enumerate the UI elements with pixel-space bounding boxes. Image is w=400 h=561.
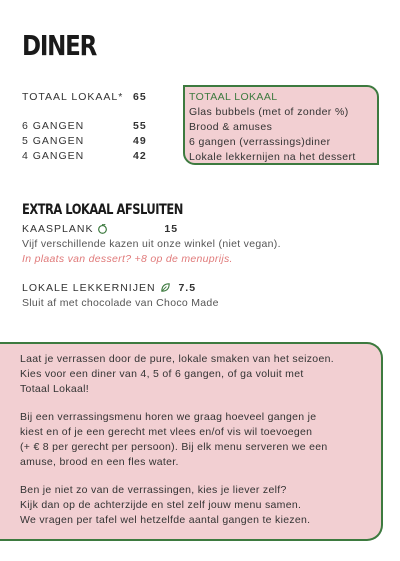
info-line: Totaal Lokaal! xyxy=(20,383,89,395)
price-row-6-gangen xyxy=(22,120,152,132)
info-line: (+ € 8 per gerecht per persoon). Bij elk menu serveren we een xyxy=(20,441,328,453)
apple-icon xyxy=(97,223,108,237)
info-line: Ben je niet zo van de verrassingen, kies je liever zelf? xyxy=(20,484,287,496)
price-value: 49 xyxy=(133,135,147,147)
totaal-lokaal-line: Glas bubbels (met of zonder %) xyxy=(189,106,349,118)
info-line: amuse, brood en een fles water. xyxy=(20,456,179,468)
lekkernijen-description: Sluit af met chocolade van Choco Made xyxy=(22,297,219,309)
info-line: kiest en of je een gerecht met vlees en/of vis wil toevoegen xyxy=(20,426,313,438)
leaf-icon xyxy=(160,282,171,296)
item-price: 15 xyxy=(164,223,179,235)
info-paragraph xyxy=(20,483,373,528)
info-paragraph xyxy=(20,410,373,470)
price-row-5-gangen xyxy=(22,135,152,147)
totaal-lokaal-box-title: TOTAAL LOKAAL xyxy=(189,91,278,103)
info-line: Kijk dan op de achterzijde en stel zelf jouw menu samen. xyxy=(20,499,302,511)
info-paragraph xyxy=(20,352,373,397)
info-line: We vragen per tafel wel hetzelfde aantal gangen te kiezen. xyxy=(20,514,311,526)
info-line: Kies voor een diner van 4, 5 of 6 gangen, of ga voluit met xyxy=(20,368,304,380)
lokale-lekkernijen-item xyxy=(22,282,196,296)
kaasplank-alternative: In plaats van dessert? +8 op de menuprijs. xyxy=(22,253,233,265)
kaasplank-description: Vijf verschillende kazen uit onze winkel (niet vegan). xyxy=(22,238,281,250)
extra-lokaal-heading: EXTRA LOKAAL AFSLUITEN xyxy=(22,202,183,218)
totaal-lokaal-box xyxy=(183,85,379,165)
page-title: DINER xyxy=(22,29,97,62)
totaal-lokaal-line: 6 gangen (verrassings)diner xyxy=(189,136,331,148)
price-row-4-gangen xyxy=(22,150,152,162)
totaal-lokaal-line: Brood & amuses xyxy=(189,121,273,133)
item-name-label: KAASPLANK xyxy=(22,223,94,235)
totaal-lokaal-line: Lokale lekkernijen na het dessert xyxy=(189,151,356,163)
price-value: 65 xyxy=(133,91,147,103)
kaasplank-item xyxy=(22,223,178,237)
info-line: Laat je verrassen door de pure, lokale smaken van het seizoen. xyxy=(20,353,334,365)
price-label: 6 GANGEN xyxy=(22,120,85,132)
price-row-totaal-lokaal xyxy=(22,91,152,103)
price-value: 42 xyxy=(133,150,147,162)
price-value: 55 xyxy=(133,120,147,132)
item-price: 7.5 xyxy=(178,282,197,294)
item-name-label: LOKALE LEKKERNIJEN xyxy=(22,282,156,294)
price-label: 5 GANGEN xyxy=(22,135,85,147)
price-label: TOTAAL LOKAAL* xyxy=(22,91,124,103)
info-box xyxy=(0,342,383,541)
price-label: 4 GANGEN xyxy=(22,150,85,162)
info-line: Bij een verrassingsmenu horen we graag hoeveel gangen je xyxy=(20,411,317,423)
